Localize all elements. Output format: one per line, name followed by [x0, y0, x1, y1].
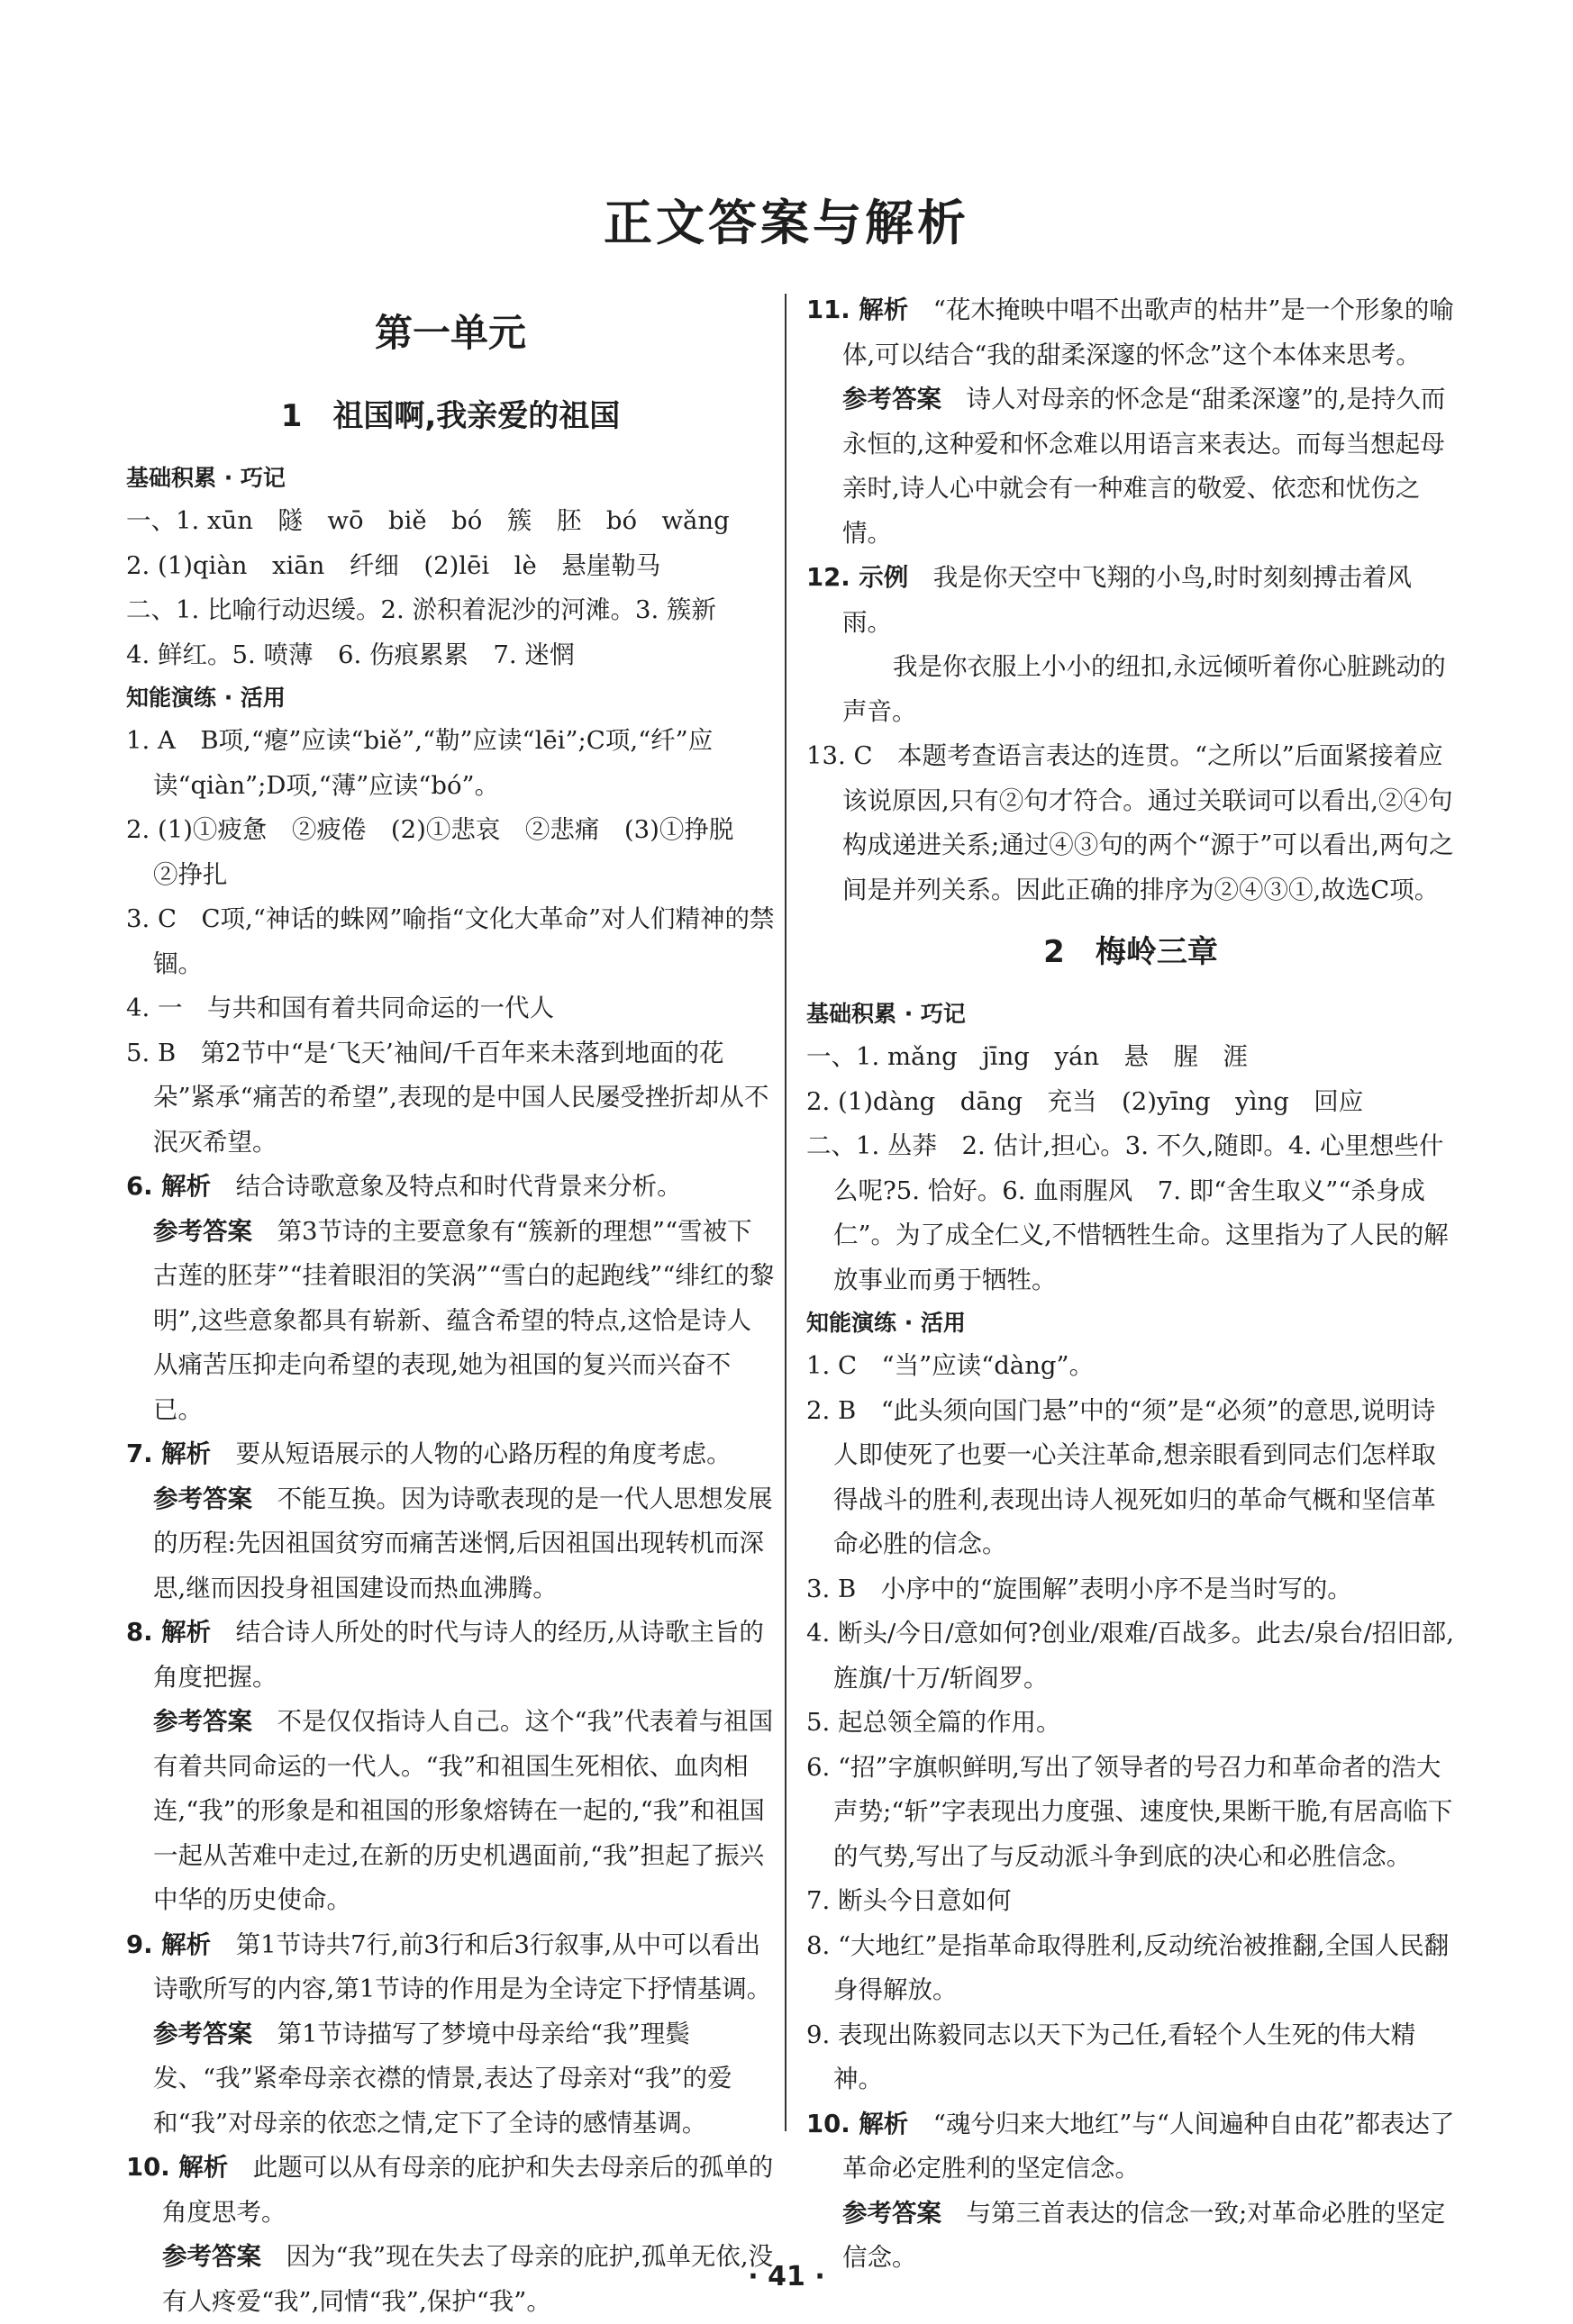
lesson-1-number: 1	[280, 398, 303, 434]
reference-label: 参考答案	[153, 1484, 252, 1513]
reference-label: 参考答案	[153, 2019, 252, 2048]
example-label: 12. 示例	[806, 563, 909, 592]
reference-label: 参考答案	[162, 2242, 261, 2271]
page-number: · 41 ·	[748, 2261, 825, 2292]
basic-line-2: 2. (1)qiàn xiān 纤细 (2)lēi lè 悬崖勒马	[126, 550, 661, 580]
reference-label: 参考答案	[842, 2198, 941, 2228]
answer-5: 5. B 第2节中“是‘飞天’袖间/千百年来未落到地面的花朵”紧承“痛苦的希望”,表现的是中国人民屡受挫折却从不泯灭希望。	[126, 1038, 769, 1157]
analysis-label: 8. 解析	[126, 1618, 212, 1647]
lesson-2-name: 梅岭三章	[1095, 934, 1218, 970]
answer2-6: 6. “招”字旗帜鲜明,写出了领导者的号召力和革命者的浩大声势;“斩”字表现出力度强、速度快,果断干脆,有居高临下的气势,写出了与反动派斗争到底的决心和必胜信念。	[806, 1752, 1453, 1871]
analysis-text: 结合诗歌意象及特点和时代背景来分析。	[235, 1172, 682, 1201]
answer-11-reference	[806, 377, 1455, 556]
answer-7-reference	[126, 1477, 775, 1611]
basic2-line-2: 2. (1)dàng dāng 充当 (2)yīng yìng 回应	[806, 1086, 1364, 1116]
analysis-label: 6. 解析	[126, 1172, 212, 1201]
answer-8-analysis	[126, 1611, 775, 1700]
answer-9-analysis	[126, 1923, 775, 2012]
answer-8-reference	[126, 1700, 775, 1923]
analysis-text: 结合诗人所处的时代与诗人的经历,从诗歌主旨的角度把握。	[153, 1618, 764, 1692]
lesson-1-title	[126, 393, 775, 440]
answer2-4: 4. 断头/今日/意如何?创业/艰难/百战多。此去/泉台/招旧部,旌旗/十万/斩阎罗。	[806, 1619, 1455, 1693]
answer2-9: 9. 表现出陈毅同志以天下为己任,看轻个人生死的伟大精神。	[806, 2020, 1416, 2093]
answer2-1: 1. C “当”应读“dàng”。	[806, 1351, 1095, 1380]
reference-label: 参考答案	[842, 385, 941, 413]
unit-title: 第一单元	[374, 311, 526, 355]
basic-line-1: 一、1. xūn 隧 wō biě bó 簇 胚 bó wǎng	[126, 506, 730, 535]
basic-line-3: 二、1. 比喻行动迟缓。2. 淤积着泥沙的河滩。3. 簇新	[126, 595, 716, 624]
analysis-label: 10. 解析	[126, 2153, 229, 2182]
answer-9-reference	[126, 2012, 775, 2147]
answer-12-continued: 我是你衣服上小小的纽扣,永远倾听着你心脏跳动的声音。	[842, 652, 1446, 726]
analysis-text: 要从短语展示的人物的心路历程的角度考虑。	[235, 1439, 732, 1468]
reference-text: 不能互换。因为诗歌表现的是一代人思想发展的历程:先因祖国贫穷而痛苦迷惘,后因祖国出现转机而深思,继而因投身祖国建设而热血沸腾。	[153, 1484, 773, 1602]
answer2-3: 3. B 小序中的“旋围解”表明小序不是当时写的。	[806, 1574, 1352, 1603]
answer2-10-analysis	[806, 2102, 1455, 2192]
analysis-label: 11. 解析	[806, 295, 909, 324]
answer-1: 1. A B项,“瘪”应读“biě”,“勒”应读“lēi”;C项,“纤”应读“qiàn”;D项,“薄”应读“bó”。	[126, 726, 714, 800]
answer-6-analysis	[126, 1165, 775, 1210]
lesson-2-title	[806, 929, 1455, 976]
column-divider	[785, 294, 786, 2131]
reference-text: 第1节诗描写了梦境中母亲给“我”理鬓发、“我”紧牵母亲衣襟的情景,表达了母亲对“我”的爱和“我”对母亲的依恋之情,定下了全诗的感情基调。	[153, 2019, 732, 2138]
answer2-5: 5. 起总领全篇的作用。	[806, 1708, 1061, 1737]
section-practice: 知能演练 · 活用	[126, 685, 286, 711]
analysis-text: 第1节诗共7行,前3行和后3行叙事,从中可以看出诗歌所写的内容,第1节诗的作用是为全诗定下抒情基调。	[153, 1929, 772, 2003]
answer2-2: 2. B “此头须向国门悬”中的“须”是“必须”的意思,说明诗人即使死了也要一心关注革命,想亲眼看到同志们怎样取得战斗的胜利,表现出诗人视死如归的革命气概和坚信革命必胜的信念。	[806, 1395, 1436, 1558]
reference-text: 与第三首表达的信念一致;对革命必胜的坚定信念。	[842, 2198, 1446, 2272]
left-column	[126, 288, 775, 2324]
lesson-1-name: 祖国啊,我亲爱的祖国	[332, 398, 621, 434]
section-basic-2: 基础积累 · 巧记	[806, 1001, 966, 1027]
example-text-1: 我是你天空中飞翔的小鸟,时时刻刻搏击着风雨。	[842, 563, 1413, 637]
reference-text: 不是仅仅指诗人自己。这个“我”代表着与祖国有着共同命运的一代人。“我”和祖国生死相依、血肉相连,“我”的形象是和祖国的形象熔铸在一起的,“我”和祖国一起从苦难中走过,在新的历史机遇面前,“我”担起了振兴中华的历史使命。	[153, 1707, 774, 1914]
analysis-text: “花木掩映中唱不出歌声的枯井”是一个形象的喻体,可以结合“我的甜柔深邃的怀念”这个本体来思考。	[842, 295, 1454, 369]
page-title: 正文答案与解析	[604, 195, 969, 251]
reference-text: 诗人对母亲的怀念是“甜柔深邃”的,是持久而永恒的,这种爱和怀念难以用语言来表达。而每当想起母亲时,诗人心中就会有一种难言的敬爱、依恋和忧伤之情。	[842, 385, 1446, 548]
analysis-text: “魂兮归来大地红”与“人间遍种自由花”都表达了革命必定胜利的坚定信念。	[842, 2109, 1455, 2183]
answer-4: 4. 一 与共和国有着共同命运的一代人	[126, 994, 554, 1022]
answer2-8: 8. “大地红”是指革命取得胜利,反动统治被推翻,全国人民翻身得解放。	[806, 1930, 1450, 2004]
analysis-label: 10. 解析	[806, 2109, 909, 2138]
answer-13: 13. C 本题考查语言表达的连贯。“之所以”后面紧接着应该说原因,只有②句才符合。通过关联词可以看出,②④句构成递进关系;通过④③句的两个“源于”可以看出,两句之间是并列关系。因此正确的排序为②④③①,故选C项。	[806, 741, 1454, 904]
analysis-text: 此题可以从有母亲的庇护和失去母亲后的孤单的角度思考。	[162, 2153, 774, 2227]
answer2-7: 7. 断头今日意如何	[806, 1886, 1012, 1915]
analysis-label: 7. 解析	[126, 1439, 212, 1468]
reference-text: 因为“我”现在失去了母亲的庇护,孤单无依,没有人疼爱“我”,同情“我”,保护“我”。	[162, 2242, 774, 2316]
basic2-line-3: 二、1. 丛莽 2. 估计,担心。3. 不久,随即。4. 心里想些什么呢?5. 恰好。6. 血雨腥风 7. 即“舍生取义”“杀身成仁”。为了成全仁义,不惜牺牲生命。这里指为了人民的解放事业而勇于牺牲。	[806, 1131, 1449, 1294]
lesson-2-number: 2	[1043, 934, 1065, 970]
reference-text: 第3节诗的主要意象有“簇新的理想”“雪被下古莲的胚芽”“挂着眼泪的笑涡”“雪白的起跑线”“绯红的黎明”,这些意象都具有崭新、蕴含希望的特点,这恰是诗人从痛苦压抑走向希望的表现,她为祖国的复兴而兴奋不已。	[153, 1216, 775, 1424]
reference-label: 参考答案	[153, 1216, 252, 1246]
answer-12	[806, 556, 1455, 645]
basic-line-4: 4. 鲜红。5. 喷薄 6. 伤痕累累 7. 迷惘	[126, 640, 575, 669]
answer-2: 2. (1)①疲惫 ②疲倦 (2)①悲哀 ②悲痛 (3)①挣脱 ②挣扎	[126, 815, 759, 889]
section-practice-2: 知能演练 · 活用	[806, 1310, 966, 1336]
answer-10-analysis	[126, 2146, 775, 2235]
answer-6-reference	[126, 1210, 775, 1433]
answer-3: 3. C C项,“神话的蛛网”喻指“文化大革命”对人们精神的禁锢。	[126, 904, 775, 978]
section-basic: 基础积累 · 巧记	[126, 465, 286, 491]
analysis-label: 9. 解析	[126, 1929, 212, 1959]
answer-7-analysis	[126, 1432, 775, 1477]
basic2-line-1: 一、1. mǎng jīng yán 悬 腥 涯	[806, 1042, 1249, 1071]
answer-11-analysis	[806, 288, 1455, 377]
reference-label: 参考答案	[153, 1707, 252, 1736]
right-column	[806, 288, 1455, 2281]
